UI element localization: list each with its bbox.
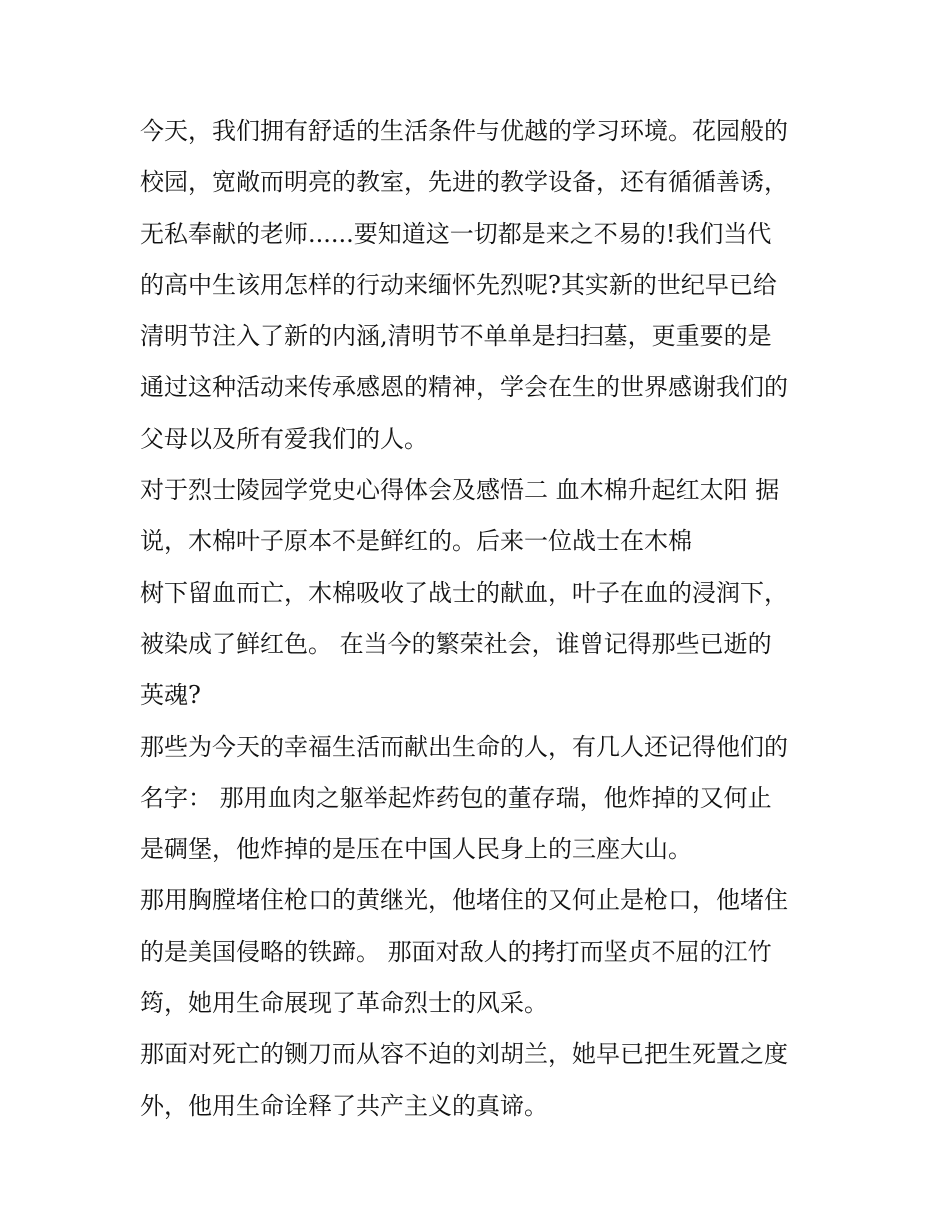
text-line: 那用胸膛堵住枪口的黄继光，他堵住的又何止是枪口，他堵住: [140, 886, 788, 915]
text-line: 校园，宽敞而明亮的教室，先进的教学设备，还有循循善诱，: [140, 168, 788, 197]
text-line: 清明节注入了新的内涵,清明节不单单是扫扫墓，更重要的是: [140, 322, 772, 351]
text-line: 的是美国侵略的铁蹄。 那面对敌人的拷打而坚贞不屈的江竹: [140, 937, 772, 966]
text-line: 筠，她用生命展现了革命烈士的风采。: [140, 989, 548, 1018]
text-line: 树下留血而亡，木棉吸收了战士的献血，叶子在血的浸润下，: [140, 578, 788, 607]
text-line: 父母以及所有爱我们的人。: [140, 424, 428, 453]
document-body: [140, 106, 820, 1132]
text-line: 名字： 那用血肉之躯举起炸药包的董存瑞，他炸掉的又何止: [140, 783, 772, 812]
text-line: 英魂?: [140, 681, 201, 710]
text-line: 被染成了鲜红色。 在当今的繁荣社会，谁曾记得那些已逝的: [140, 629, 772, 658]
text-line: 那面对死亡的铡刀而从容不迫的刘胡兰，她早已把生死置之度: [140, 1040, 788, 1069]
text-line: 外，他用生命诠释了共产主义的真谛。: [140, 1091, 548, 1120]
text-line: 对于烈士陵园学党史心得体会及感悟二 血木棉升起红太阳 据: [140, 476, 780, 505]
text-line: 无私奉献的老师......要知道这一切都是来之不易的!我们当代: [140, 219, 772, 248]
text-line: 说，木棉叶子原本不是鲜红的。后来一位战士在木棉: [140, 527, 692, 556]
text-line: 通过这种活动来传承感恩的精神，学会在生的世界感谢我们的: [140, 373, 788, 402]
text-line: 今天，我们拥有舒适的生活条件与优越的学习环境。花园般的: [140, 117, 788, 145]
text-line: 是碉堡，他炸掉的是压在中国人民身上的三座大山。: [140, 835, 692, 864]
text-line: 那些为今天的幸福生活而献出生命的人，有几人还记得他们的: [140, 732, 788, 761]
text-line: 的高中生该用怎样的行动来缅怀先烈呢?其实新的世纪早已给: [140, 270, 777, 299]
